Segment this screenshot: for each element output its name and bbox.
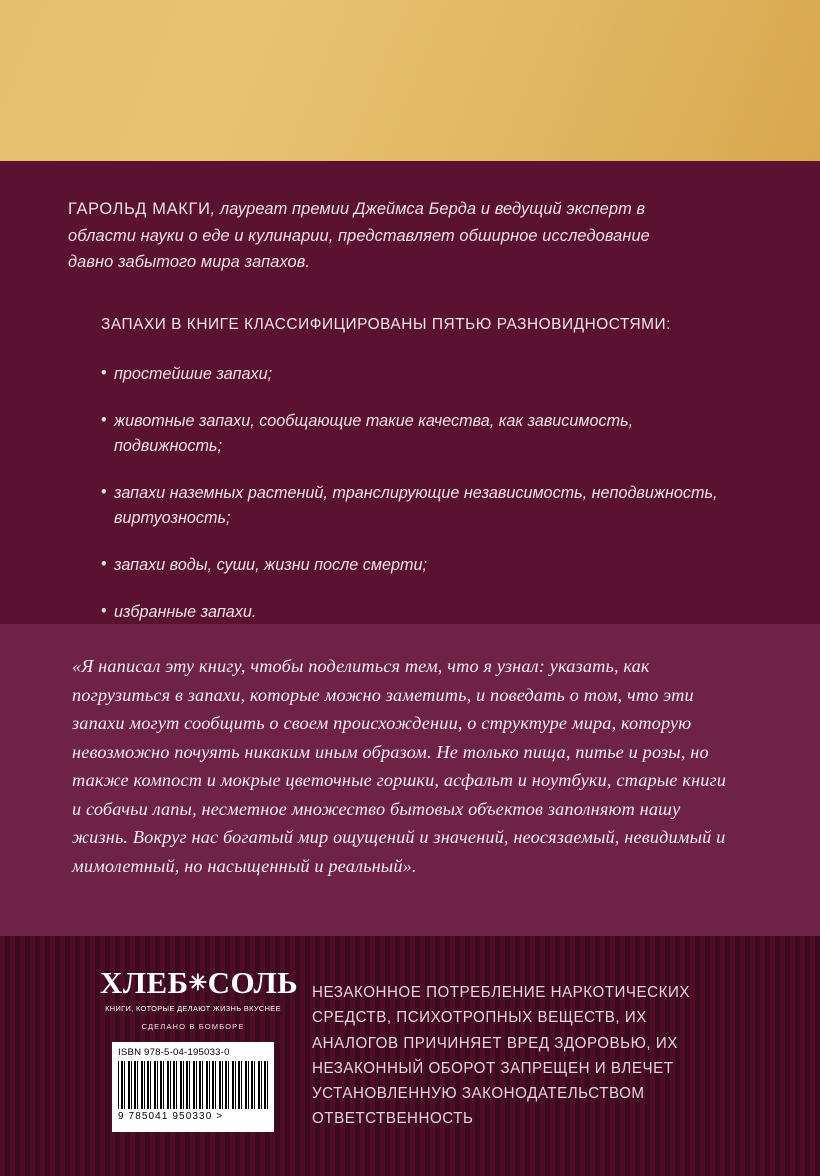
list-title: ЗАПАХИ В КНИГЕ КЛАССИФИЦИРОВАНЫ ПЯТЬЮ РАЗНОВИДНОСТЯМИ: xyxy=(101,316,671,333)
barcode xyxy=(112,1042,274,1132)
publisher-tagline: КНИГИ, КОТОРЫЕ ДЕЛАЮТ ЖИЗНЬ ВКУСНЕЕ xyxy=(105,1004,281,1013)
author-name: ГАРОЛЬД МАКГИ xyxy=(68,200,211,218)
list-item: • простейшие запахи; xyxy=(101,362,741,388)
list-item: • избранные запахи. xyxy=(101,600,741,626)
barcode-bars xyxy=(118,1061,268,1109)
star-icon: ✳ xyxy=(188,970,208,995)
list-item: • животные запахи, сообщающие такие качества, как зависимость, подвижность; xyxy=(101,409,741,460)
intro-text: , лауреат премии Джеймса Берда и ведущий эксперт в области науки о еде и кулинарии, представляет обширное исследование давно забытого мира запахов. xyxy=(68,200,650,272)
publisher-name-right: СОЛЬ xyxy=(207,965,299,1000)
author-quote: «Я написал эту книгу, чтобы поделиться тем, что я узнал: указать, как погрузиться в запахи, которые можно заметить, и поведать о том, что эти запахи могут сообщить о своем происхождении, о структуре мира, которую невозможно почуять никаким иным образом. Не только пища, питье и розы, но также компост и мокрые цветочные горшки, асфальт и ноутбуки, старые книги и собачьи лапы, несметное множество бытовых объектов заполняют нашу жизнь. Вокруг нас богатый мир ощущений и значений, неосязаемый, невидимый и мимолетный, но насыщенный и реальный». xyxy=(72,656,727,876)
isbn-text: ISBN 978-5-04-195033-0 xyxy=(118,1047,230,1058)
barcode-digits: 9 785041 950330 > xyxy=(118,1111,224,1122)
made-in-label: СДЕЛАНО В БОМБОРЕ xyxy=(141,1022,245,1031)
gold-top-band xyxy=(0,0,820,161)
list-item: • запахи наземных растений, транслирующие независимость, неподвижность, виртуозность; xyxy=(101,481,741,532)
intro-paragraph xyxy=(68,196,688,276)
publisher-name xyxy=(100,965,299,1001)
list-item: • запахи воды, суши, жизни после смерти; xyxy=(101,553,741,579)
legal-warning-text: НЕЗАКОННОЕ ПОТРЕБЛЕНИЕ НАРКОТИЧЕСКИХ СРЕДСТВ, ПСИХОТРОПНЫХ ВЕЩЕСТВ, ИХ АНАЛОГОВ ПРИЧИНЯЕТ ВРЕД ЗДОРОВЬЮ, ИХ НЕЗАКОННЫЙ ОБОРОТ ЗАПРЕЩЕН И ВЛЕЧЕТ УСТАНОВЛЕННУЮ ЗАКОНОДАТЕЛЬСТВОМ ОТВЕТСТВЕННОСТЬ xyxy=(312,984,690,1128)
publisher-logo xyxy=(100,965,299,1031)
odor-categories-list xyxy=(101,362,741,646)
publisher-name-left: ХЛЕБ xyxy=(100,965,189,1000)
